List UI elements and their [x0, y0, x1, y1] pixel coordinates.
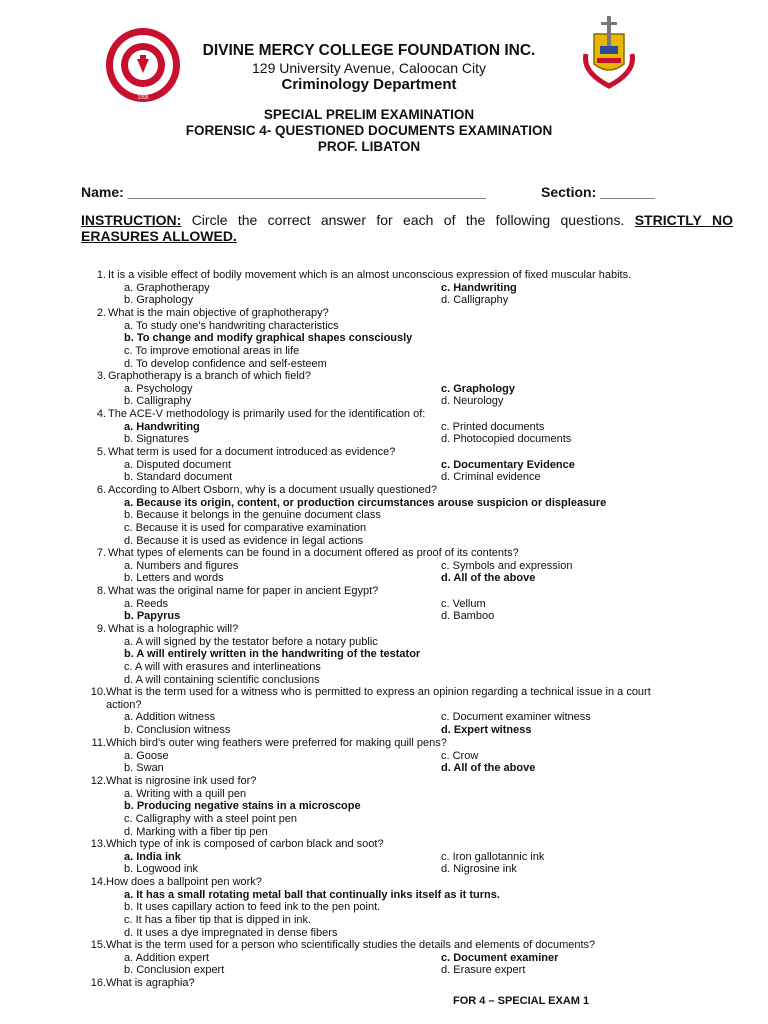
- option-d[interactable]: d. Photocopied documents: [441, 433, 572, 446]
- option-d[interactable]: d. Expert witness: [441, 724, 532, 737]
- question-number: 9.: [96, 623, 106, 635]
- instruction: [81, 212, 733, 244]
- option-c[interactable]: c. Handwriting: [441, 281, 517, 294]
- question-number: 11.: [91, 737, 106, 749]
- option-d[interactable]: d. A will containing scientific conclusions: [124, 673, 320, 686]
- question-number: 4.: [96, 408, 106, 420]
- option-d[interactable]: d. Criminal evidence: [441, 471, 541, 484]
- option-b[interactable]: b. Conclusion witness: [124, 724, 231, 737]
- question-number: 7.: [96, 547, 106, 559]
- seal-year: 1995: [137, 95, 149, 101]
- instruction-emphasis: STRICTLY NO ERASURES ALLOWED.: [81, 212, 733, 244]
- question-text: What is the term used for a witness who is permitted to express an opinion regarding a technical issue in a court: [106, 686, 651, 698]
- option-b[interactable]: b. Signatures: [124, 433, 189, 446]
- option-a[interactable]: a. Writing with a quill pen: [124, 787, 247, 800]
- option-b[interactable]: b. Logwood ink: [124, 863, 198, 876]
- question-text: Which bird's outer wing feathers were preferred for making quill pens?: [106, 737, 447, 749]
- option-d[interactable]: d. Marking with a fiber tip pen: [124, 825, 268, 838]
- option-c[interactable]: c. Symbols and expression: [441, 559, 573, 572]
- option-a[interactable]: a. It has a small rotating metal ball that continually inks itself as it turns.: [124, 888, 500, 901]
- option-c[interactable]: c. Iron gallotannic ink: [441, 850, 545, 863]
- option-a[interactable]: a. Psychology: [124, 382, 193, 395]
- option-d[interactable]: d. Erasure expert: [441, 964, 526, 977]
- question-number: 12.: [90, 775, 106, 787]
- question-number: 6.: [96, 484, 106, 496]
- question-text: What is a holographic will?: [108, 623, 239, 635]
- option-c[interactable]: c. To improve emotional areas in life: [124, 345, 300, 358]
- option-b[interactable]: b. Graphology: [124, 294, 194, 307]
- option-d[interactable]: d. Neurology: [441, 395, 504, 408]
- exam-title: SPECIAL PRELIM EXAMINATION: [263, 107, 475, 122]
- option-c[interactable]: c. Document examiner witness: [441, 711, 591, 724]
- option-a[interactable]: a. India ink: [124, 850, 181, 863]
- option-b[interactable]: b. It uses capillary action to feed ink to the pen point.: [124, 901, 381, 914]
- name-field[interactable]: Name: ______________________________________________: [81, 184, 486, 200]
- question-text: Which type of ink is composed of carbon black and soot?: [106, 838, 384, 850]
- option-c[interactable]: c. Graphology: [441, 382, 515, 395]
- option-d[interactable]: d. Nigrosine ink: [441, 863, 517, 876]
- instruction-text: Circle the correct answer for each of the following questions.: [181, 212, 635, 228]
- option-a[interactable]: a. Addition expert: [124, 951, 210, 964]
- question-number: 14.: [90, 876, 106, 888]
- option-a[interactable]: a. Numbers and figures: [124, 559, 239, 572]
- option-c[interactable]: c. Because it is used for comparative examination: [124, 522, 367, 535]
- question-text: Graphotherapy is a branch of which field?: [108, 370, 312, 382]
- question-text: What is nigrosine ink used for?: [106, 775, 257, 787]
- exam-professor: PROF. LIBATON: [317, 139, 421, 154]
- question-text: What types of elements can be found in a document offered as proof of its contents?: [108, 547, 519, 559]
- question-number: 10.: [90, 686, 106, 698]
- question-number: 8.: [96, 585, 106, 597]
- option-b[interactable]: b. Conclusion expert: [124, 964, 225, 977]
- option-d[interactable]: d. Bamboo: [441, 610, 495, 623]
- question-number: 2.: [96, 307, 106, 319]
- question-text: It is a visible effect of bodily movement which is an almost unconscious expression of fixed muscular habits.: [108, 269, 632, 281]
- option-b[interactable]: b. Letters and words: [124, 572, 224, 585]
- option-d[interactable]: d. It uses a dye impregnated in dense fibers: [124, 926, 338, 939]
- option-a[interactable]: a. To study one's handwriting characteristics: [124, 319, 339, 332]
- page-footer: FOR 4 – SPECIAL EXAM 1: [453, 995, 590, 1007]
- question-text: What was the original name for paper in ancient Egypt?: [108, 585, 379, 597]
- question-number: 1.: [96, 269, 106, 281]
- option-b[interactable]: b. Swan: [124, 762, 164, 775]
- option-c[interactable]: c. A will with erasures and interlineations: [124, 661, 321, 674]
- exam-subject: FORENSIC 4- QUESTIONED DOCUMENTS EXAMINATION: [185, 123, 553, 138]
- question-number: 3.: [96, 370, 106, 382]
- option-d[interactable]: d. Calligraphy: [441, 294, 509, 307]
- option-d[interactable]: d. All of the above: [441, 572, 536, 585]
- section-field[interactable]: Section: _______: [541, 184, 655, 200]
- question-number: 13.: [90, 838, 106, 850]
- question-number: 16.: [90, 977, 106, 989]
- option-c[interactable]: c. Vellum: [441, 597, 486, 610]
- option-c[interactable]: c. Calligraphy with a steel point pen: [124, 813, 298, 826]
- question-text: What is the main objective of graphotherapy?: [108, 307, 329, 319]
- option-b[interactable]: b. Calligraphy: [124, 395, 192, 408]
- question-text-cont: action?: [106, 698, 142, 711]
- option-d[interactable]: d. Because it is used as evidence in legal actions: [124, 534, 364, 547]
- instruction-label: INSTRUCTION:: [81, 212, 182, 228]
- option-c[interactable]: c. Crow: [441, 749, 479, 762]
- option-a[interactable]: a. A will signed by the testator before a notary public: [124, 635, 378, 648]
- question-text: What term is used for a document introduced as evidence?: [108, 446, 396, 458]
- option-a[interactable]: a. Graphotherapy: [124, 281, 210, 294]
- department-name: Criminology Department: [281, 76, 457, 93]
- question-number: 5.: [96, 446, 106, 458]
- school-address: 129 University Avenue, Caloocan City: [252, 60, 486, 76]
- question-text: The ACE-V methodology is primarily used for the identification of:: [108, 408, 426, 420]
- school-name: DIVINE MERCY COLLEGE FOUNDATION INC.: [202, 42, 536, 59]
- option-d[interactable]: d. All of the above: [441, 762, 536, 775]
- option-c[interactable]: c. It has a fiber tip that is dipped in ink.: [124, 914, 312, 927]
- option-c[interactable]: c. Printed documents: [441, 420, 545, 433]
- option-b[interactable]: b. To change and modify graphical shapes consciously: [124, 332, 413, 345]
- option-a[interactable]: a. Handwriting: [124, 420, 200, 433]
- option-b[interactable]: b. A will entirely written in the handwriting of the testator: [124, 648, 421, 661]
- option-b[interactable]: b. Papyrus: [124, 610, 181, 623]
- option-c[interactable]: c. Documentary Evidence: [441, 458, 575, 471]
- question-text: According to Albert Osborn, why is a document usually questioned?: [108, 484, 437, 496]
- option-a[interactable]: a. Because its origin, content, or production circumstances arouse suspicion or displeasure: [124, 496, 607, 509]
- question-text: How does a ballpoint pen work?: [106, 876, 262, 888]
- option-b[interactable]: b. Because it belongs in the genuine document class: [124, 509, 381, 522]
- option-c[interactable]: c. Document examiner: [441, 951, 559, 964]
- option-a[interactable]: a. Goose: [124, 749, 169, 762]
- question-number: 15.: [90, 939, 106, 951]
- question-text: What is the term used for a person who scientifically studies the details and elements of documents?: [106, 939, 596, 951]
- question-text: What is agraphia?: [106, 977, 195, 989]
- option-b[interactable]: b. Producing negative stains in a microscope: [124, 800, 361, 813]
- option-b[interactable]: b. Standard document: [124, 471, 233, 484]
- option-a[interactable]: a. Disputed document: [124, 458, 232, 471]
- option-a[interactable]: a. Reeds: [124, 597, 169, 610]
- option-d[interactable]: d. To develop confidence and self-esteem: [124, 357, 327, 370]
- option-a[interactable]: a. Addition witness: [124, 711, 216, 724]
